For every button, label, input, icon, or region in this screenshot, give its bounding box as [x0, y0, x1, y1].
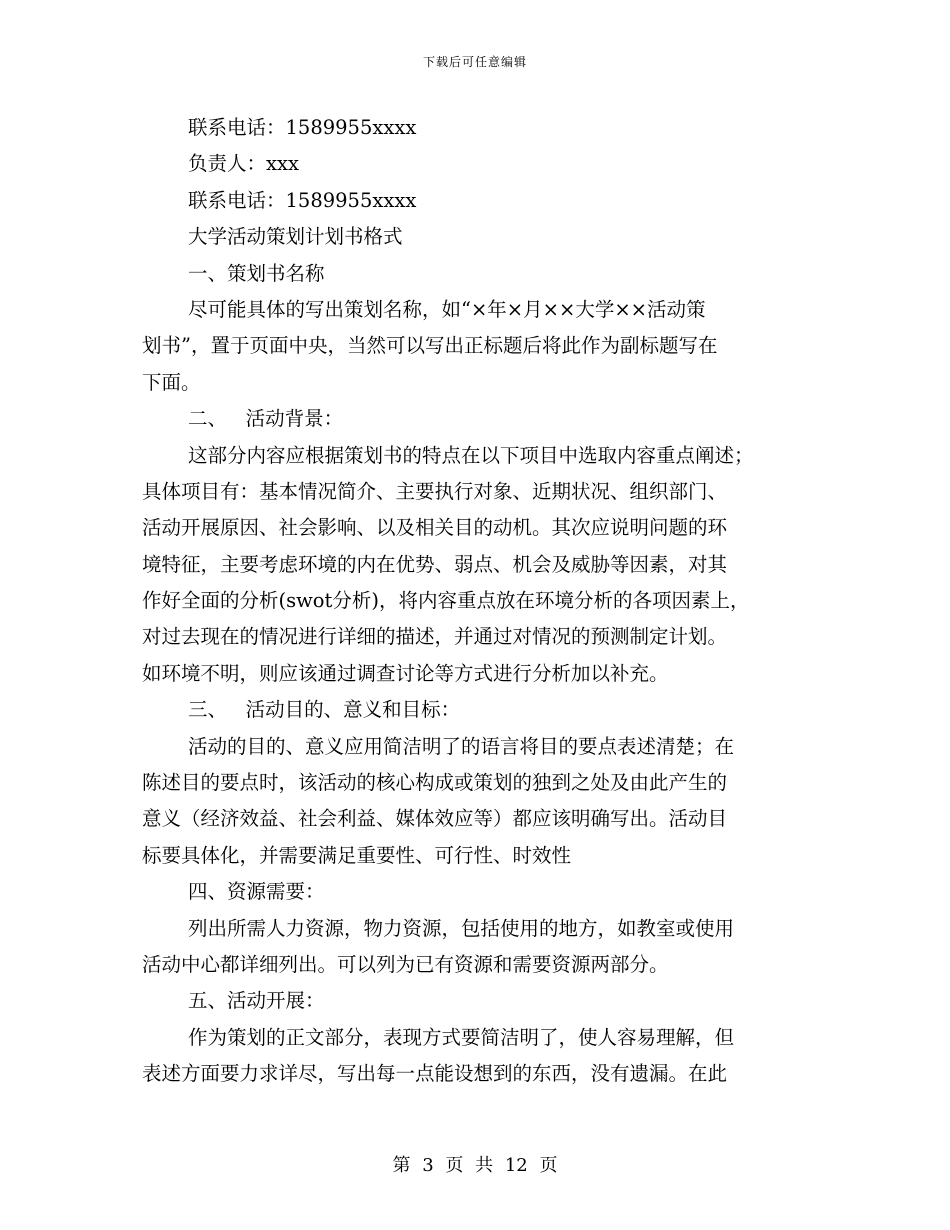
- text-line: 二、 活动背景：: [188, 407, 344, 431]
- text-line: 三、 活动目的、意义和目标：: [188, 698, 461, 722]
- text-line: 表述方面要力求详尽，写出每一点能设想到的东西，没有遗漏。在此: [142, 1062, 728, 1086]
- text-line: 活动的目的、意义应用简洁明了的语言将目的要点表述清楚；在: [188, 734, 735, 758]
- text-line: 联系电话：1589955xxxx: [188, 188, 417, 212]
- text-line: 具体项目有：基本情况简介、主要执行对象、近期状况、组织部门、: [142, 479, 728, 503]
- text-line: 境特征，主要考虑环境的内在优势、弱点、机会及威胁等因素，对其: [142, 552, 728, 576]
- text-line: 大学活动策划计划书格式: [188, 225, 403, 249]
- text-line: 对过去现在的情况进行详细的描述，并通过对情况的预测制定计划。: [142, 625, 728, 649]
- text-line: 五、活动开展：: [188, 989, 325, 1013]
- text-line: 联系电话：1589955xxxx: [188, 116, 417, 139]
- text-line: 活动开展原因、社会影响、以及相关目的动机。其次应说明问题的环: [142, 516, 728, 540]
- text-line: 陈述目的要点时，该活动的核心构成或策划的独到之处及由此产生的: [142, 771, 728, 795]
- text-line: 一、策划书名称: [188, 261, 325, 285]
- text-line: 这部分内容应根据策划书的特点在以下项目中选取内容重点阐述；: [188, 443, 754, 467]
- text-line: 活动中心都详细列出。可以列为已有资源和需要资源两部分。: [142, 952, 669, 976]
- text-line: 下面。: [142, 370, 201, 394]
- text-line: 作为策划的正文部分，表现方式要简洁明了，使人容易理解，但: [188, 1025, 735, 1049]
- document-body: [142, 110, 802, 1093]
- text-line: 标要具体化，并需要满足重要性、可行性、时效性: [142, 843, 572, 867]
- text-line: 四、资源需要：: [188, 880, 325, 904]
- page-header: 下载后可任意编辑: [422, 55, 527, 69]
- text-line: 划书”，置于页面中央，当然可以写出正标题后将此作为副标题写在: [142, 334, 718, 358]
- text-line: 尽可能具体的写出策划名称，如“×年×月××大学××活动策: [188, 297, 706, 321]
- text-line: 意义（经济效益、社会利益、媒体效应等）都应该明确写出。活动目: [142, 807, 728, 831]
- text-line: 如环境不明，则应该通过调查讨论等方式进行分析加以补充。: [142, 661, 669, 685]
- page-footer: 第 3 页 共 12 页: [392, 1155, 558, 1176]
- text-line: 作好全面的分析(swot分析)，将内容重点放在环境分析的各项因素上，: [142, 589, 750, 613]
- text-line: 负责人：xxx: [188, 152, 299, 176]
- text-line: 列出所需人力资源，物力资源，包括使用的地方，如教室或使用: [188, 916, 735, 940]
